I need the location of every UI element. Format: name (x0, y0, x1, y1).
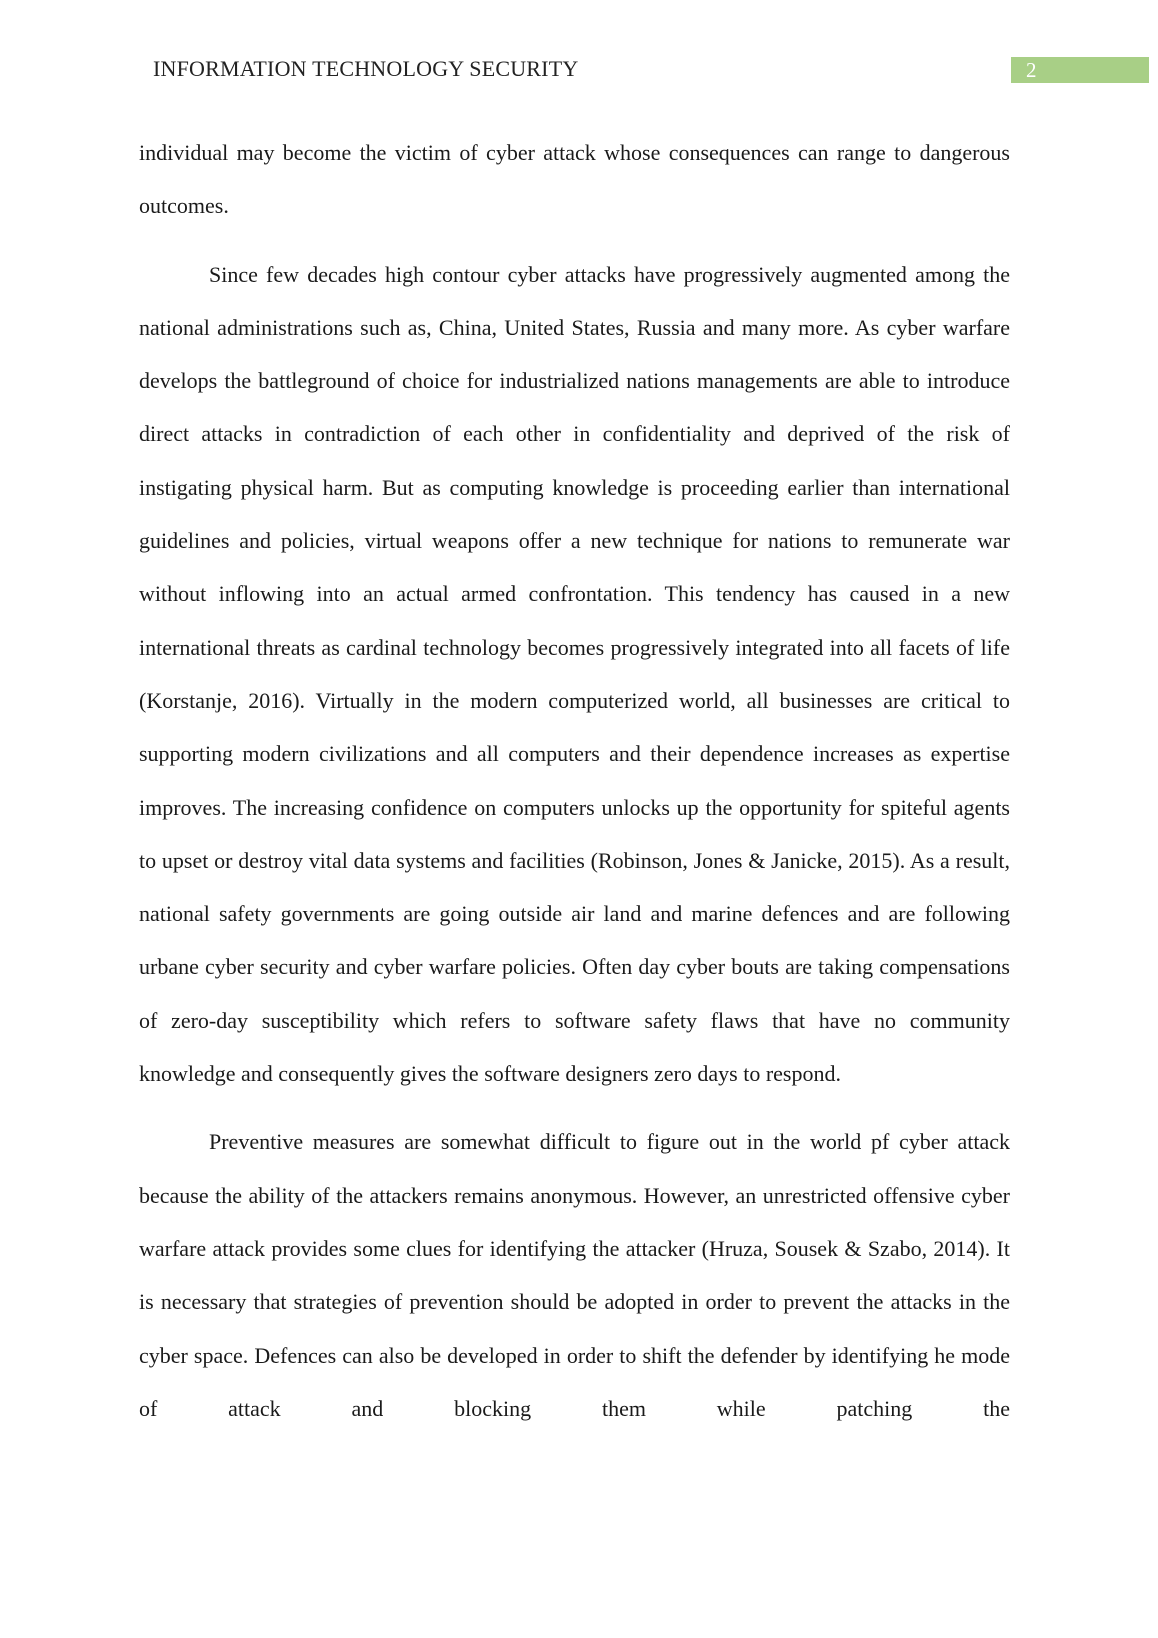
page-number-badge (1011, 57, 1149, 83)
running-header-title: INFORMATION TECHNOLOGY SECURITY (153, 56, 579, 81)
paragraph-cyber-warfare: Since few decades high contour cyber attacks have progressively augmented among the national administrations such as, China, United States, Russia and many more. As cyber warfare develops the battleground of choice for industrialized nations managements are able to introduce direct attacks in contradiction of each other in confidentiality and deprived of the risk of instigating physical harm. But as computing knowledge is proceeding earlier than international guidelines and policies, virtual weapons offer a new technique for nations to remunerate war without inflowing into an actual armed confrontation. This tendency has caused in a new international threats as cardinal technology becomes progressively integrated into all facets of life (Korstanje, 2016). Virtually in the modern computerized world, all businesses are critical to supporting modern civilizations and all computers and their dependence increases as expertise improves. The increasing confidence on computers unlocks up the opportunity for spiteful agents to upset or destroy vital data systems and facilities (Robinson, Jones & Janicke, 2015). As a result, national safety governments are going outside air land and marine defences and are following urbane cyber security and cyber warfare policies. Often day cyber bouts are taking compensations of zero-day susceptibility which refers to software safety flaws that have no community knowledge and consequently gives the software designers zero days to respond. (139, 261, 1010, 1087)
paragraph-continuation: individual may become the victim of cyber attack whose consequences can range to dangerous outcomes. (139, 140, 1010, 219)
page-number: 2 (1026, 58, 1037, 82)
document-body (139, 126, 1010, 1435)
paragraph-preventive-measures: Preventive measures are somewhat difficult to figure out in the world pf cyber attack because the ability of the attackers remains anonymous. However, an unrestricted offensive cyber warfare attack provides some clues for identifying the attacker (Hruza, Sousek & Szabo, 2014). It is necessary that strategies of prevention should be adopted in order to prevent the attacks in the cyber space. Defences can also be developed in order to shift the defender by identifying he mode of attack and blocking them while patching the (139, 1129, 1010, 1421)
